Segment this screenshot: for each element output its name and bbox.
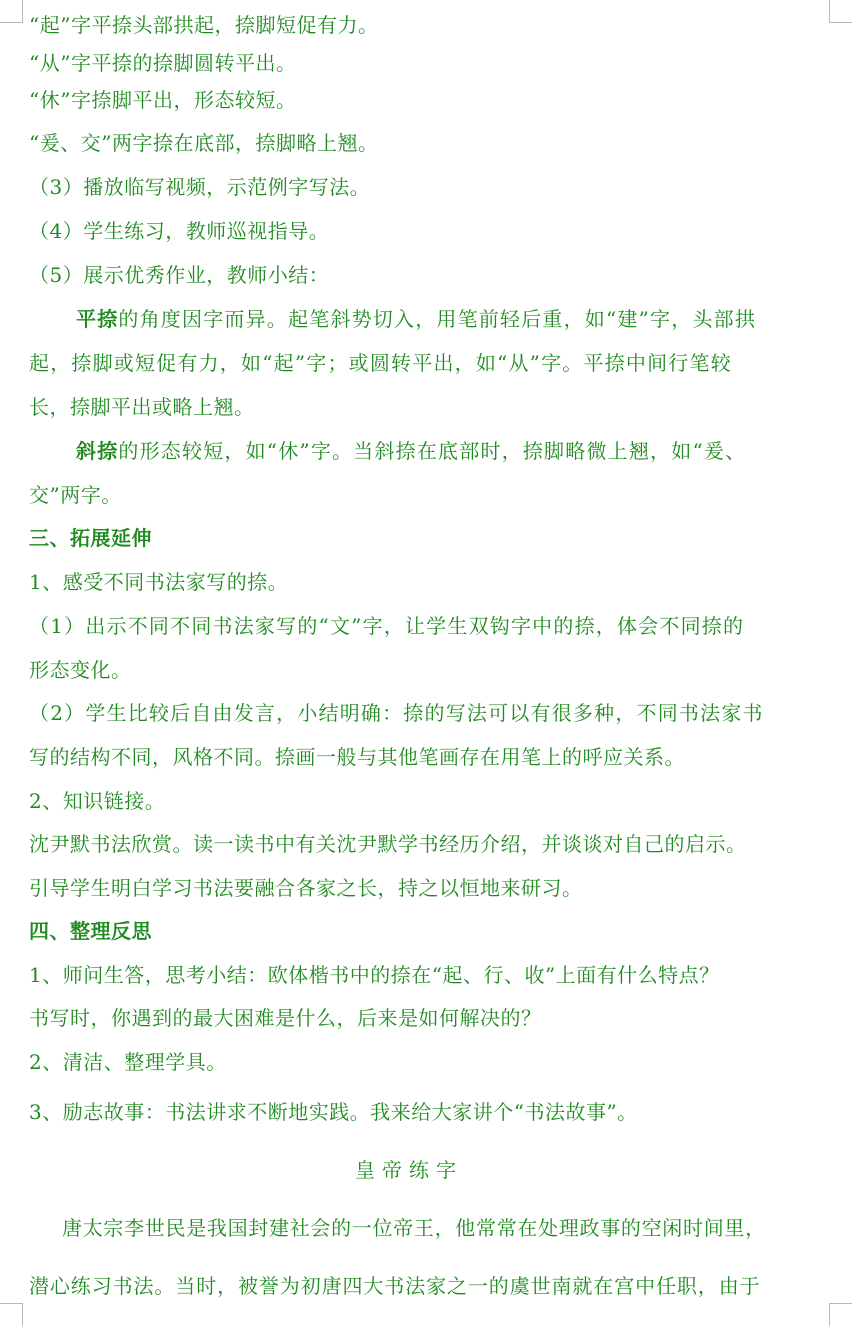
- text-line: “起”字平捺头部拱起，捺脚短促有力。: [29, 13, 379, 37]
- list-item: 1、师问生答，思考小结：欧体楷书中的捺在“起、行、收”上面有什么特点？: [29, 963, 720, 987]
- text-line: 沈尹默书法欣赏。读一读书中有关沈尹默学书经历介绍，并谈谈对自己的启示。: [29, 832, 747, 856]
- section-heading: 三、拓展延伸: [29, 526, 152, 550]
- paragraph-xiena-first-line: [76, 438, 746, 464]
- term-xiena: 斜捺: [76, 439, 119, 463]
- text-line: 长，捺脚平出或略上翘。: [29, 395, 255, 419]
- text-line: 引导学生明白学习书法要融合各家之长，持之以恒地来研习。: [29, 876, 583, 900]
- paragraph-text: 的形态较短，如“休”字。当斜捺在底部时，捺脚略微上翘，如“爰、: [118, 439, 747, 463]
- paragraph-pingna-first-line: [76, 306, 756, 332]
- paragraph-text: 的角度因字而异。起笔斜势切入，用笔前轻后重，如“建”字，头部拱: [118, 307, 757, 331]
- list-item: 1、感受不同书法家写的捺。: [29, 570, 289, 594]
- term-pingna: 平捺: [76, 307, 119, 331]
- text-line: “爰、交”两字捺在底部，捺脚略上翘。: [29, 131, 379, 155]
- page-corner-mark-top-right: [829, 0, 852, 23]
- text-line: “休”字捺脚平出，形态较短。: [29, 88, 297, 112]
- step-item: （3）播放临写视频，示范例字写法。: [29, 175, 371, 199]
- list-item: 2、知识链接。: [29, 789, 166, 813]
- page-corner-mark-bottom-left: [0, 1303, 23, 1326]
- text-line: 形态变化。: [29, 658, 132, 682]
- step-item: （2）学生比较后自由发言，小结明确：捺的写法可以有很多种，不同书法家书: [29, 701, 764, 725]
- text-line: 书写时，你遇到的最大困难是什么，后来是如何解决的？: [29, 1006, 542, 1030]
- section-heading: 四、整理反思: [29, 919, 152, 943]
- step-item: （4）学生练习，教师巡视指导。: [29, 219, 330, 243]
- text-line: 交”两字。: [29, 483, 122, 507]
- text-line: “从”字平捺的捺脚圆转平出。: [29, 51, 297, 75]
- step-item: （1）出示不同不同书法家写的“文”字，让学生双钩字中的捺，体会不同捺的: [29, 614, 745, 638]
- story-paragraph-line: 唐太宗李世民是我国封建社会的一位帝王，他常常在处理政事的空闲时间里，: [62, 1216, 766, 1240]
- story-title: 皇帝练字: [355, 1158, 463, 1182]
- text-line: 写的结构不同，风格不同。捺画一般与其他笔画存在用笔上的呼应关系。: [29, 745, 685, 769]
- page-corner-mark-top-left: [0, 0, 23, 23]
- step-item: （5）展示优秀作业，教师小结：: [29, 263, 330, 287]
- page-corner-mark-bottom-right: [829, 1303, 852, 1326]
- list-item: 2、清洁、整理学具。: [29, 1050, 227, 1074]
- list-item: 3、励志故事：书法讲求不断地实践。我来给大家讲个“书法故事”。: [29, 1100, 638, 1124]
- story-paragraph-line: 潜心练习书法。当时，被誉为初唐四大书法家之一的虞世南就在宫中任职，由于: [29, 1274, 761, 1298]
- text-line: 起，捺脚或短促有力，如“起”字；或圆转平出，如“从”字。平捺中间行笔较: [29, 351, 732, 375]
